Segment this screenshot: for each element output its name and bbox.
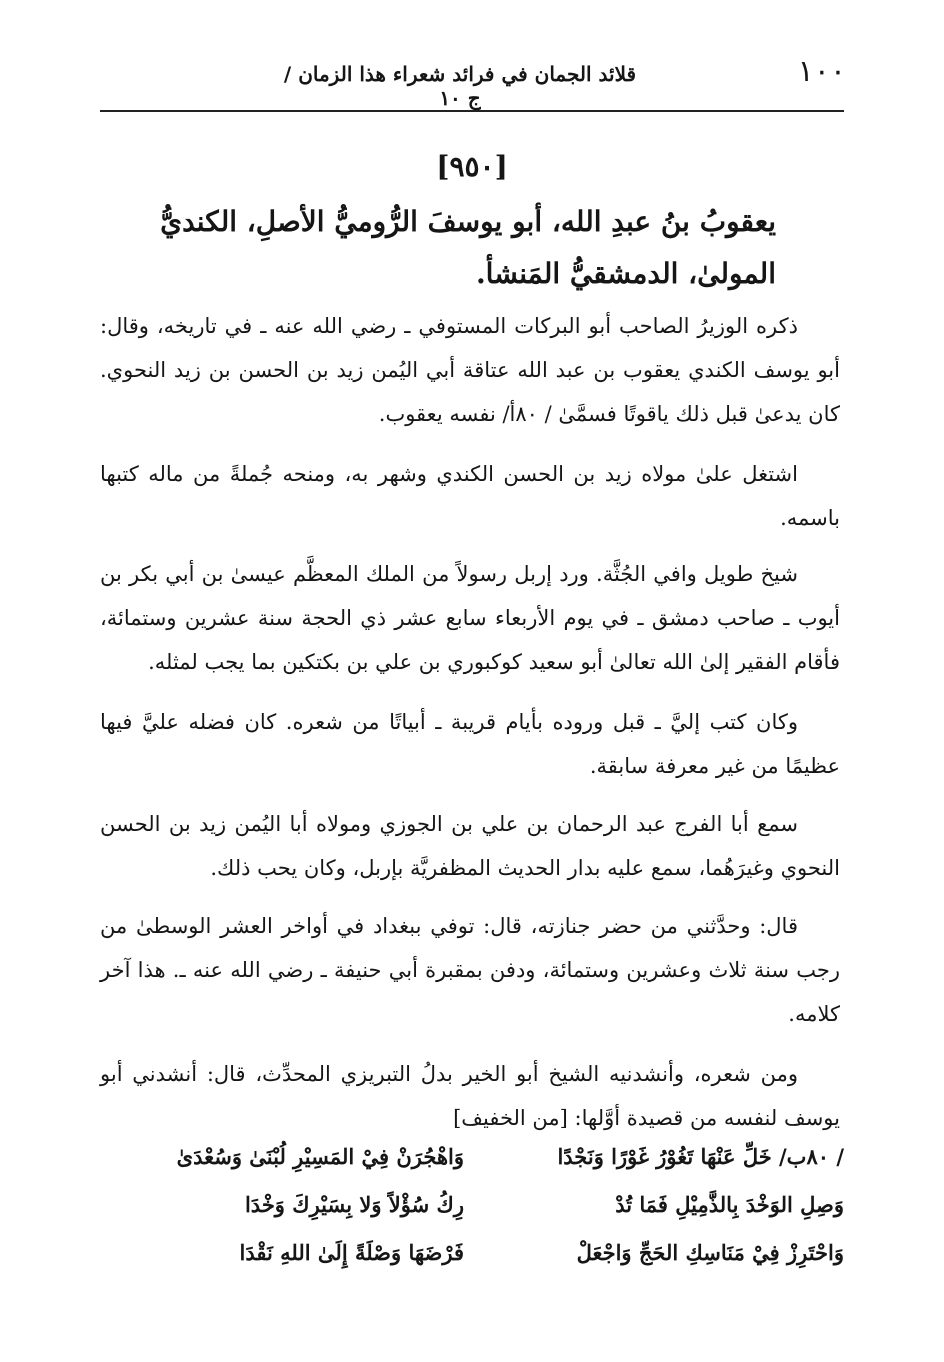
verse-line	[104, 1240, 844, 1288]
paragraph-2: اشتغل علىٰ مولاه زيد بن الحسن الكندي وشهر به، ومنحه جُملةً من ماله كتبها باسمه.	[100, 462, 840, 530]
verse-line	[104, 1192, 844, 1240]
header-rule	[100, 110, 844, 112]
verse-first-hemistich: وَاحْتَرِزْ فِيْ مَنَاسِكِ الحَجِّ وَاجْعَلْ	[576, 1240, 844, 1265]
verse-first-hemistich: وَصِلِ الوَخْدَ بِالذَّمِيْلِ فَمَا تُدْ	[615, 1192, 844, 1217]
paragraph-5: سمع أبا الفرج عبد الرحمان بن علي بن الجوزي ومولاه أبا اليُمن زيد بن الحسن النحوي وغيرَهُما، سمع عليه بدار الحديث المظفريَّة بإربل، وكان يحب ذلك.	[100, 812, 840, 880]
verse-second-hemistich: فَرْضَهَا وَصْلَةً إِلَىٰ اللهِ نَقْدَا	[239, 1240, 464, 1265]
verse-second-hemistich: رِكُ سُؤْلاً وَلا بِسَيْرِكَ وَخْدَا	[244, 1192, 464, 1217]
paragraph-1: ذكره الوزيرُ الصاحب أبو البركات المستوفي ـ رضي الله عنه ـ في تاريخه، وقال: أبو يوسف الكندي يعقوب بن عبد الله عتاقة أبي اليُمن زيد بن الحسن بن زيد النحوي. كان يدعىٰ قبل ذلك ياقوتًا فسمَّىٰ / ٨٠أ/ نفسه يعقوب.	[100, 314, 840, 426]
paragraph-4: وكان كتب إليَّ ـ قبل وروده بأيام قريبة ـ أبياتًا من شعره. كان فضله عليَّ فيها عظيمًا من غير معرفة سابقة.	[100, 710, 840, 778]
running-title: قلائد الجمان في فرائد شعراء هذا الزمان / ج ١٠	[283, 62, 637, 110]
verse-line	[104, 1144, 844, 1192]
verse-first-hemistich: / ٨٠ب/ خَلِّ عَنْهَا تَغُوْرُ غَوْرًا وَنَجْدًا	[557, 1144, 844, 1169]
page-number: ١٠٠	[797, 54, 846, 89]
entry-heading	[156, 196, 776, 300]
entry-number: [٩٥٠]	[436, 150, 508, 183]
paragraph-3: شيخ طويل وافي الجُثَّة. ورد إربل رسولاً من الملك المعظَّم عيسىٰ بن أبي بكر بن أيوب ـ صاحب دمشق ـ في يوم الأربعاء سابع عشر ذي الحجة سنة عشرين وستمائة، فأقام الفقير إلىٰ الله تعالىٰ أبو سعيد كوكبوري بن علي بن بكتكين بما يجب لمثله.	[100, 562, 840, 674]
paragraph-6: قال: وحدَّثني من حضر جنازته، قال: توفي ببغداد في أواخر العشر الوسطىٰ من رجب سنة ثلاث وعشرين وستمائة، ودفن بمقبرة أبي حنيفة ـ رضي الله عنه ـ. هذا آخر كلامه.	[100, 914, 840, 1026]
paragraph-7: ومن شعره، وأنشدنيه الشيخ أبو الخير بدلُ التبريزي المحدِّث، قال: أنشدني أبو يوسف لنفسه من قصيدة أوَّلها: [من الخفيف]	[100, 1062, 840, 1130]
verse-second-hemistich: وَاهْجُرَنْ فِيْ المَسِيْرِ لُبْنَىٰ وَسُعْدَىٰ	[176, 1144, 464, 1169]
entry-heading-line-2: المولىٰ، الدمشقيُّ المَنشأ.	[475, 257, 776, 290]
entry-heading-line-1: يعقوبُ بنُ عبدِ الله، أبو يوسفَ الرُّوميُّ الأصلِ، الكنديُّ	[160, 205, 776, 238]
